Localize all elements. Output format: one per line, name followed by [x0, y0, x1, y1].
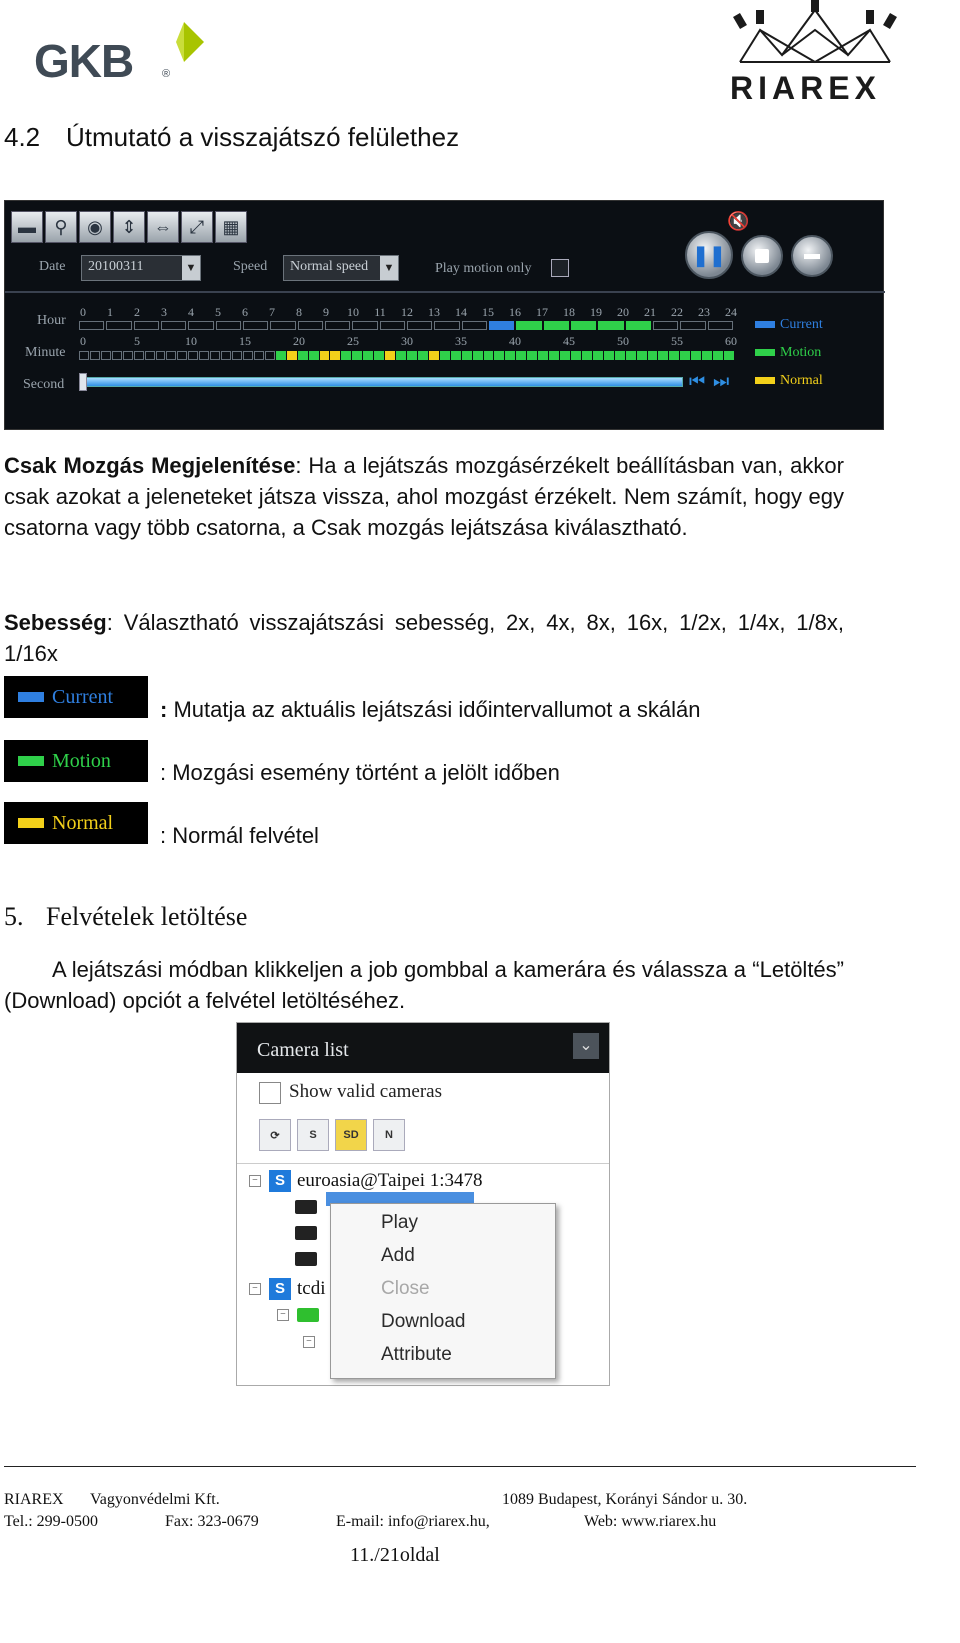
hour-tick: 14 — [455, 305, 467, 319]
hour-tick: 13 — [428, 305, 440, 319]
minute-tick: 0 — [80, 334, 86, 348]
page-number: 11./21oldal — [350, 1544, 440, 1566]
timeline-segment[interactable] — [374, 351, 384, 360]
tree-server-2[interactable] — [249, 1278, 326, 1300]
timeline-segment[interactable] — [79, 351, 89, 360]
show-valid-option[interactable] — [259, 1081, 442, 1104]
gkb-logo-text: GKB — [34, 35, 134, 87]
menu-close: Close — [381, 1278, 430, 1299]
hour-tick: 6 — [242, 305, 248, 319]
timeline-segment[interactable] — [270, 321, 295, 330]
timeline-segment[interactable] — [177, 351, 187, 360]
snapshot-icon[interactable]: ◉ — [79, 211, 111, 243]
zoom-icon[interactable]: ⚲ — [45, 211, 77, 243]
collapse-tree-icon[interactable]: − — [277, 1309, 289, 1321]
timeline-segment[interactable] — [582, 351, 592, 360]
timeline-segment[interactable] — [243, 321, 268, 330]
timeline-segment[interactable] — [560, 351, 570, 360]
chevron-down-icon: ▼ — [380, 256, 398, 280]
timeline-segment[interactable] — [724, 351, 734, 360]
timeline-segment[interactable] — [221, 351, 231, 360]
tree-camera-1[interactable] — [295, 1200, 317, 1214]
legend-swatch — [18, 818, 44, 828]
timeline-segment[interactable] — [79, 321, 104, 330]
server-icon: S — [269, 1278, 291, 1300]
timeline-segment[interactable] — [363, 351, 373, 360]
sd-filter-button[interactable]: SD — [335, 1119, 367, 1151]
crown-icon — [730, 0, 900, 68]
menu-add[interactable]: Add — [381, 1245, 415, 1266]
timeline-segment[interactable] — [669, 351, 679, 360]
timeline-segment[interactable] — [166, 351, 176, 360]
legend-desc-normal: : Normál felvétel — [160, 823, 319, 848]
timeline-segment[interactable] — [434, 321, 459, 330]
date-label: Date — [39, 259, 66, 274]
legend-desc-colon: : — [160, 697, 168, 722]
hour-tick: 17 — [536, 305, 548, 319]
timeline-segment[interactable] — [691, 351, 701, 360]
date-select[interactable] — [81, 255, 201, 281]
paragraph-speed-text: : Választható visszajátszási sebesség, 2x, 4x, 8x, 16x, 1/2x, 1/4x, 1/8x, 1/16x — [4, 610, 844, 666]
legend-current — [755, 317, 823, 333]
hour-tick: 2 — [134, 305, 140, 319]
collapse-tree-icon[interactable]: − — [249, 1283, 261, 1295]
minute-tick: 15 — [239, 334, 251, 348]
hour-tick: 9 — [323, 305, 329, 319]
tree-subgroup[interactable] — [303, 1336, 323, 1348]
timeline-segment[interactable] — [527, 351, 537, 360]
camera-list-title: Camera list — [257, 1039, 349, 1061]
legend-swatch — [18, 756, 44, 766]
legend-normal — [755, 373, 823, 389]
motion-only-label: Play motion only — [435, 261, 532, 276]
timeline-segment[interactable] — [462, 351, 472, 360]
timeline-segment[interactable] — [702, 351, 712, 360]
pause-icon: ❚❚ — [692, 244, 726, 267]
footer-web: Web: www.riarex.hu — [584, 1513, 717, 1530]
hour-tick: 11 — [374, 305, 386, 319]
footer-company: RIAREX — [4, 1491, 64, 1508]
slider-thumb[interactable] — [79, 373, 87, 391]
camera-list-toolbar — [259, 1119, 405, 1151]
gkb-logo — [22, 18, 222, 88]
minute-label: Minute — [25, 345, 66, 360]
timeline-segment[interactable] — [232, 351, 242, 360]
minimize-button[interactable] — [791, 235, 833, 277]
timeline-segment[interactable] — [325, 321, 350, 330]
n-filter-button[interactable]: N — [373, 1119, 405, 1151]
minute-tick: 40 — [509, 334, 521, 348]
timeline-segment[interactable] — [626, 321, 651, 330]
footer-fax: Fax: 323-0679 — [165, 1513, 259, 1530]
tree-camera-2[interactable] — [295, 1226, 317, 1240]
timeline-segment[interactable] — [216, 321, 241, 330]
timeline-segment[interactable] — [571, 351, 581, 360]
timeline-segment[interactable] — [210, 351, 220, 360]
minute-tick: 35 — [455, 334, 467, 348]
legend-desc-current — [160, 697, 700, 723]
footer-tel: Tel.: 299-0500 — [4, 1513, 98, 1530]
hour-tick: 24 — [725, 305, 737, 319]
show-valid-checkbox[interactable] — [259, 1082, 281, 1104]
legend-box-motion — [4, 740, 148, 782]
timeline-segment[interactable] — [134, 321, 159, 330]
stop-button[interactable] — [741, 235, 783, 277]
chapter-heading — [4, 902, 247, 932]
hour-timeline[interactable] — [79, 321, 735, 330]
timeline-segment[interactable] — [161, 321, 186, 330]
registered-mark: ® — [162, 68, 171, 80]
timeline-segment[interactable] — [330, 351, 340, 360]
diamond-icon — [162, 20, 206, 64]
section-title: Útmutató a visszajátszó felülethez — [66, 122, 460, 152]
timeline-segment[interactable] — [352, 351, 362, 360]
hour-tick: 23 — [698, 305, 710, 319]
timeline-segment[interactable] — [544, 321, 569, 330]
hour-tick: 1 — [107, 305, 113, 319]
minute-tick: 30 — [401, 334, 413, 348]
paragraph-motion-only-text: : Ha a lejátszás mozgásérzékelt beállításban van, akkor csak azokat a jeleneteket játsza vissza, ahol mozgást érzékelt. Nem számít, hogy egy csatorna vagy több csatorna, a Csak mozgás lejátszása kiválasztható. — [4, 453, 844, 540]
hour-tick: 4 — [188, 305, 194, 319]
menu-download[interactable]: Download — [381, 1311, 466, 1332]
minute-tick: 60 — [725, 334, 737, 348]
timeline-segment[interactable] — [407, 351, 417, 360]
hour-tick: 15 — [482, 305, 494, 319]
timeline-segment[interactable] — [134, 351, 144, 360]
pause-button[interactable] — [685, 231, 733, 279]
server-icon: S — [269, 1170, 291, 1192]
camera-icon[interactable]: ▬ — [11, 211, 43, 243]
legend-desc-text: Mutatja az aktuális lejátszási időintervallumot a skálán — [167, 697, 701, 722]
timeline-segment[interactable] — [604, 351, 614, 360]
speed-select[interactable] — [283, 255, 399, 281]
timeline-segment[interactable] — [658, 351, 668, 360]
camera-icon — [295, 1200, 317, 1214]
chapter-number: 5. — [4, 902, 24, 931]
timeline-segment[interactable] — [708, 321, 733, 330]
legend-box-label: Current — [52, 685, 114, 708]
playback-toolbar — [11, 211, 247, 243]
speed-label: Speed — [233, 259, 268, 274]
date-value: 20100311 — [88, 259, 144, 274]
timeline-segment[interactable] — [505, 351, 515, 360]
timeline-segment[interactable] — [276, 351, 286, 360]
collapse-icon[interactable]: ⌄ — [573, 1033, 599, 1059]
timeline-segment[interactable] — [494, 351, 504, 360]
timeline-segment[interactable] — [484, 351, 494, 360]
timeline-segment[interactable] — [106, 321, 131, 330]
tree-camera-3[interactable] — [295, 1252, 317, 1266]
panel-divider — [5, 291, 885, 293]
grid-icon[interactable]: ▦ — [215, 211, 247, 243]
server-name: tcdi — [297, 1278, 326, 1299]
timeline-segment[interactable] — [320, 351, 330, 360]
timeline-segment[interactable] — [418, 351, 428, 360]
hour-tick: 20 — [617, 305, 629, 319]
second-label: Second — [23, 377, 65, 392]
section-number: 4.2 — [4, 122, 41, 152]
paragraph-motion-only — [4, 450, 844, 543]
hour-tick: 8 — [296, 305, 302, 319]
legend-swatch — [18, 692, 44, 702]
chapter-title: Felvételek letöltése — [46, 902, 248, 931]
timeline-segment[interactable] — [145, 351, 155, 360]
tree-group[interactable] — [277, 1308, 319, 1322]
timeline-segment[interactable] — [407, 321, 432, 330]
hour-tick: 16 — [509, 305, 521, 319]
timeline-segment[interactable] — [593, 351, 603, 360]
legend-label: Current — [780, 317, 823, 332]
timeline-segment[interactable] — [473, 351, 483, 360]
timeline-segment[interactable] — [648, 351, 658, 360]
footer-email: E-mail: info@riarex.hu, — [336, 1513, 490, 1530]
timeline-segment[interactable] — [188, 351, 198, 360]
term-motion-only: Csak Mozgás Megjelenítése — [4, 453, 296, 478]
menu-attribute[interactable]: Attribute — [381, 1344, 452, 1365]
camera-list-header — [237, 1023, 610, 1073]
legend-box-label: Motion — [52, 749, 111, 772]
legend-label: Motion — [780, 345, 822, 360]
camera-icon — [295, 1226, 317, 1240]
timeline-segment[interactable] — [298, 321, 323, 330]
timeline-segment[interactable] — [429, 351, 439, 360]
playback-panel — [4, 200, 884, 430]
show-valid-label: Show valid cameras — [289, 1081, 443, 1102]
timeline-segment[interactable] — [265, 351, 275, 360]
timeline-segment[interactable] — [549, 351, 559, 360]
legend-box-label: Normal — [52, 811, 114, 834]
server-name: euroasia@Taipei 1:3478 — [297, 1170, 483, 1191]
skip-back-icon[interactable]: ⏮ — [689, 371, 706, 391]
minus-icon — [804, 254, 820, 259]
timeline-segment[interactable] — [298, 351, 308, 360]
legend-swatch — [755, 377, 775, 384]
camera-group-icon — [297, 1308, 319, 1322]
timeline-segment[interactable] — [112, 351, 122, 360]
timeline-segment[interactable] — [713, 351, 723, 360]
legend-box-current — [4, 676, 148, 718]
hour-tick: 7 — [269, 305, 275, 319]
timeline-segment[interactable] — [598, 321, 623, 330]
speed-value: Normal speed — [290, 259, 369, 274]
skip-forward-icon[interactable]: ⏭ — [713, 371, 730, 391]
footer-company-name: Vagyonvédelmi Kft. — [90, 1491, 220, 1508]
minute-tick: 10 — [185, 334, 197, 348]
mute-icon[interactable]: 🔇 — [727, 211, 750, 231]
timeline-segment[interactable] — [90, 351, 100, 360]
timeline-segment[interactable] — [156, 351, 166, 360]
context-menu — [330, 1203, 556, 1379]
timeline-segment[interactable] — [538, 351, 548, 360]
hour-tick: 21 — [644, 305, 656, 319]
timeline-segment[interactable] — [123, 351, 133, 360]
timeline-segment[interactable] — [680, 321, 705, 330]
collapse-tree-icon[interactable]: − — [249, 1175, 261, 1187]
stop-icon — [755, 249, 769, 263]
minute-timeline[interactable] — [79, 351, 735, 360]
legend-desc-motion: : Mozgási esemény történt a jelölt időben — [160, 760, 560, 785]
timeline-segment[interactable] — [516, 351, 526, 360]
term-speed: Sebesség — [4, 610, 107, 635]
minute-tick: 25 — [347, 334, 359, 348]
legend-motion — [755, 345, 821, 361]
minute-tick: 50 — [617, 334, 629, 348]
timeline-segment[interactable] — [188, 321, 213, 330]
minute-tick: 5 — [134, 334, 140, 348]
legend-swatch — [755, 321, 775, 328]
paragraph-download: A lejátszási módban klikkeljen a job gombbal a kamerára és válassza a “Letöltés” (Download) opciót a felvétel letöltéséhez. — [4, 957, 844, 1013]
split-vertical-icon[interactable]: ⇕ — [113, 211, 145, 243]
timeline-segment[interactable] — [287, 351, 297, 360]
timeline-segment[interactable] — [489, 321, 514, 330]
timeline-segment[interactable] — [462, 321, 487, 330]
collapse-tree-icon[interactable]: − — [303, 1336, 315, 1348]
legend-box-normal — [4, 802, 148, 844]
timeline-segment[interactable] — [571, 321, 596, 330]
timeline-segment[interactable] — [440, 351, 450, 360]
minute-tick: 45 — [563, 334, 575, 348]
minute-tick: 55 — [671, 334, 683, 348]
paragraph-speed — [4, 607, 844, 669]
timeline-segment[interactable] — [451, 351, 461, 360]
timeline-segment[interactable] — [199, 351, 209, 360]
refresh-icon[interactable]: ⟳ — [259, 1119, 291, 1151]
hour-tick: 3 — [161, 305, 167, 319]
timeline-segment[interactable] — [680, 351, 690, 360]
timeline-segment[interactable] — [341, 351, 351, 360]
hour-tick: 5 — [215, 305, 221, 319]
hour-tick: 0 — [80, 305, 86, 319]
hour-tick: 19 — [590, 305, 602, 319]
hour-tick: 12 — [401, 305, 413, 319]
timeline-segment[interactable] — [352, 321, 377, 330]
riarex-logo — [720, 0, 910, 104]
fullscreen-icon[interactable]: ⤢ — [181, 211, 213, 243]
footer-address: 1089 Budapest, Korányi Sándor u. 30. — [502, 1491, 748, 1508]
camera-icon — [295, 1252, 317, 1266]
timeline-segment[interactable] — [653, 321, 678, 330]
motion-only-checkbox[interactable] — [551, 259, 569, 277]
timeline-segment[interactable] — [626, 351, 636, 360]
riarex-logo-text: RIAREX — [730, 70, 881, 106]
second-slider[interactable] — [83, 377, 683, 387]
timeline-segment[interactable] — [243, 351, 253, 360]
timeline-segment[interactable] — [309, 351, 319, 360]
hour-label: Hour — [37, 313, 66, 328]
hour-tick: 10 — [347, 305, 359, 319]
s-filter-button[interactable]: S — [297, 1119, 329, 1151]
split-horizontal-icon[interactable]: ⇔ — [147, 211, 179, 243]
tree-server-1[interactable] — [249, 1170, 483, 1192]
timeline-segment[interactable] — [516, 321, 541, 330]
timeline-segment[interactable] — [637, 351, 647, 360]
timeline-segment[interactable] — [380, 321, 405, 330]
chevron-down-icon: ▼ — [182, 256, 200, 280]
hour-tick: 22 — [671, 305, 683, 319]
timeline-segment[interactable] — [385, 351, 395, 360]
timeline-segment[interactable] — [615, 351, 625, 360]
timeline-segment[interactable] — [101, 351, 111, 360]
menu-play[interactable]: Play — [381, 1212, 418, 1233]
legend-swatch — [755, 349, 775, 356]
legend-label: Normal — [780, 373, 823, 388]
section-heading — [4, 122, 459, 153]
minute-tick: 20 — [293, 334, 305, 348]
footer-divider — [4, 1466, 916, 1467]
timeline-segment[interactable] — [396, 351, 406, 360]
timeline-segment[interactable] — [254, 351, 264, 360]
hour-tick: 18 — [563, 305, 575, 319]
